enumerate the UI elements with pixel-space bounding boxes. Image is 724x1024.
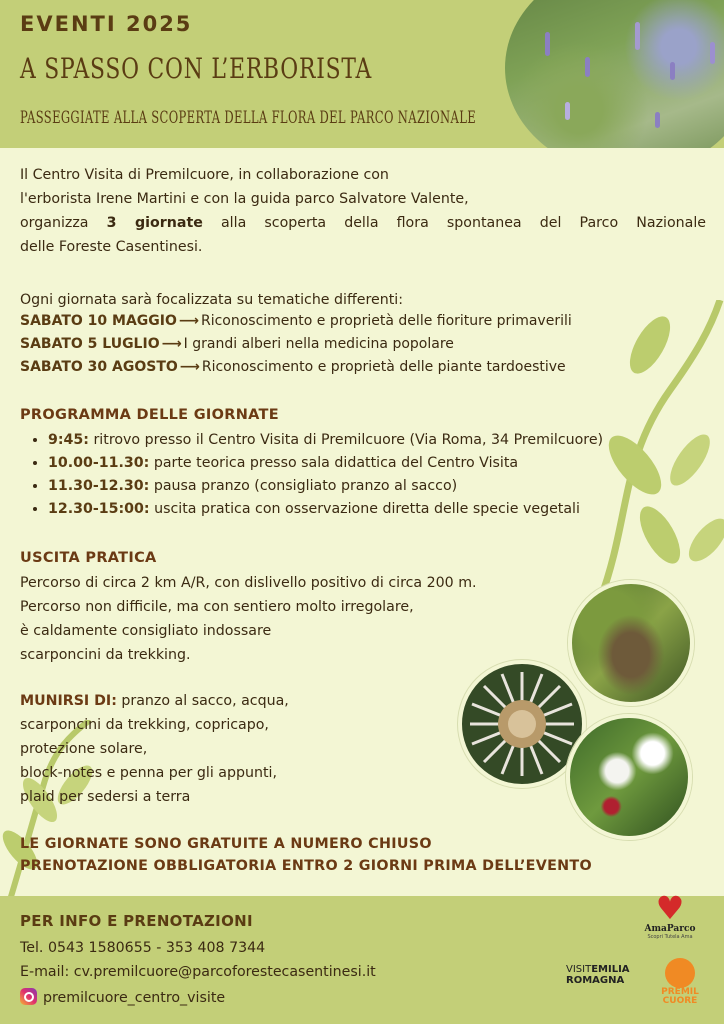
visit-emilia-romagna-logo: VISITEMILIA ROMAGNA [566, 964, 630, 986]
amaparco-logo: ♥ AmaParco Scopri Tutela Ama [640, 892, 700, 940]
list-item: • 12.30-15:00: uscita pratica con osservazione diretta delle specie vegetali [48, 498, 603, 521]
meadow-photo [505, 0, 724, 148]
heart-icon: ♥ [655, 889, 685, 927]
event-year: EVENTI 2025 [20, 12, 193, 36]
uscita-line-4: scarponcini da trekking. [20, 647, 191, 663]
uscita-line-1: Percorso di circa 2 km A/R, con dislivello positivo di circa 200 m. [20, 575, 477, 591]
list-item: • 10.00-11.30: parte teorica presso sala didattica del Centro Visita [48, 452, 603, 475]
intro-line-1: Il Centro Visita di Premilcuore, in collaborazione con [20, 167, 389, 183]
theme-row-3: SABATO 30 AGOSTO ⟶ Riconoscimento e proprietà delle piante tardoestive [20, 359, 566, 375]
munirsi-line-4: block-notes e penna per gli appunti, [20, 765, 277, 781]
program-list [20, 429, 603, 521]
list-item: • 11.30-12.30: pausa pranzo (consigliato pranzo al sacco) [48, 475, 603, 498]
intro-line-3: organizza 3 giornate alla scoperta della flora spontanea del Parco Nazionale [20, 215, 707, 231]
arrow-right-icon: ⟶ [161, 336, 182, 352]
munirsi-line-3: protezione solare, [20, 741, 148, 757]
uscita-heading: USCITA PRATICA [20, 550, 157, 566]
arrow-right-icon: ⟶ [179, 359, 200, 375]
premilcuore-mark-icon [665, 958, 695, 988]
munirsi-line-5: plaid per sedersi a terra [20, 789, 191, 805]
old-tree-photo [568, 580, 694, 706]
page-subtitle: PASSEGGIATE ALLA SCOPERTA DELLA FLORA DEL PARCO NAZIONALE [20, 108, 477, 127]
list-item: • 9:45: ritrovo presso il Centro Visita di Premilcuore (Via Roma, 34 Premilcuore) [48, 429, 603, 452]
free-notice: LE GIORNATE SONO GRATUITE A NUMERO CHIUSO [20, 836, 432, 852]
theme-row-1: SABATO 10 MAGGIO ⟶ Riconoscimento e proprietà delle fioriture primaverili [20, 313, 572, 329]
booking-notice: PRENOTAZIONE OBBLIGATORIA ENTRO 2 GIORNI PRIMA DELL’EVENTO [20, 858, 592, 874]
munirsi-line-2: scarponcini da trekking, copricapo, [20, 717, 269, 733]
uscita-line-3: è caldamente consigliato indossare [20, 623, 272, 639]
arrow-right-icon: ⟶ [178, 313, 199, 329]
uscita-line-2: Percorso non difficile, ma con sentiero molto irregolare, [20, 599, 414, 615]
themes-lead: Ogni giornata sarà focalizzata su tematiche differenti: [20, 292, 404, 308]
instagram-icon [20, 988, 37, 1005]
phone-numbers: Tel. 0543 1580655 - 353 408 7344 [20, 940, 266, 956]
email-address: E-mail: cv.premilcuore@parcoforestecasentinesi.it [20, 964, 376, 980]
program-heading: PROGRAMMA DELLE GIORNATE [20, 407, 279, 423]
hawthorn-photo [566, 714, 692, 840]
instagram-handle: premilcuore_centro_visite [20, 988, 225, 1006]
info-heading: PER INFO E PRENOTAZIONI [20, 912, 253, 930]
munirsi-line-1: MUNIRSI DI: pranzo al sacco, acqua, [20, 693, 289, 709]
intro-line-4: delle Foreste Casentinesi. [20, 239, 203, 255]
premilcuore-logo: PREMIL CUORE [656, 958, 704, 1006]
intro-line-2: l'erborista Irene Martini e con la guida parco Salvatore Valente, [20, 191, 469, 207]
theme-row-2: SABATO 5 LUGLIO ⟶ I grandi alberi nella medicina popolare [20, 336, 454, 352]
header-band [0, 0, 724, 148]
page-title: A SPASSO CON L’ERBORISTA [20, 52, 373, 85]
